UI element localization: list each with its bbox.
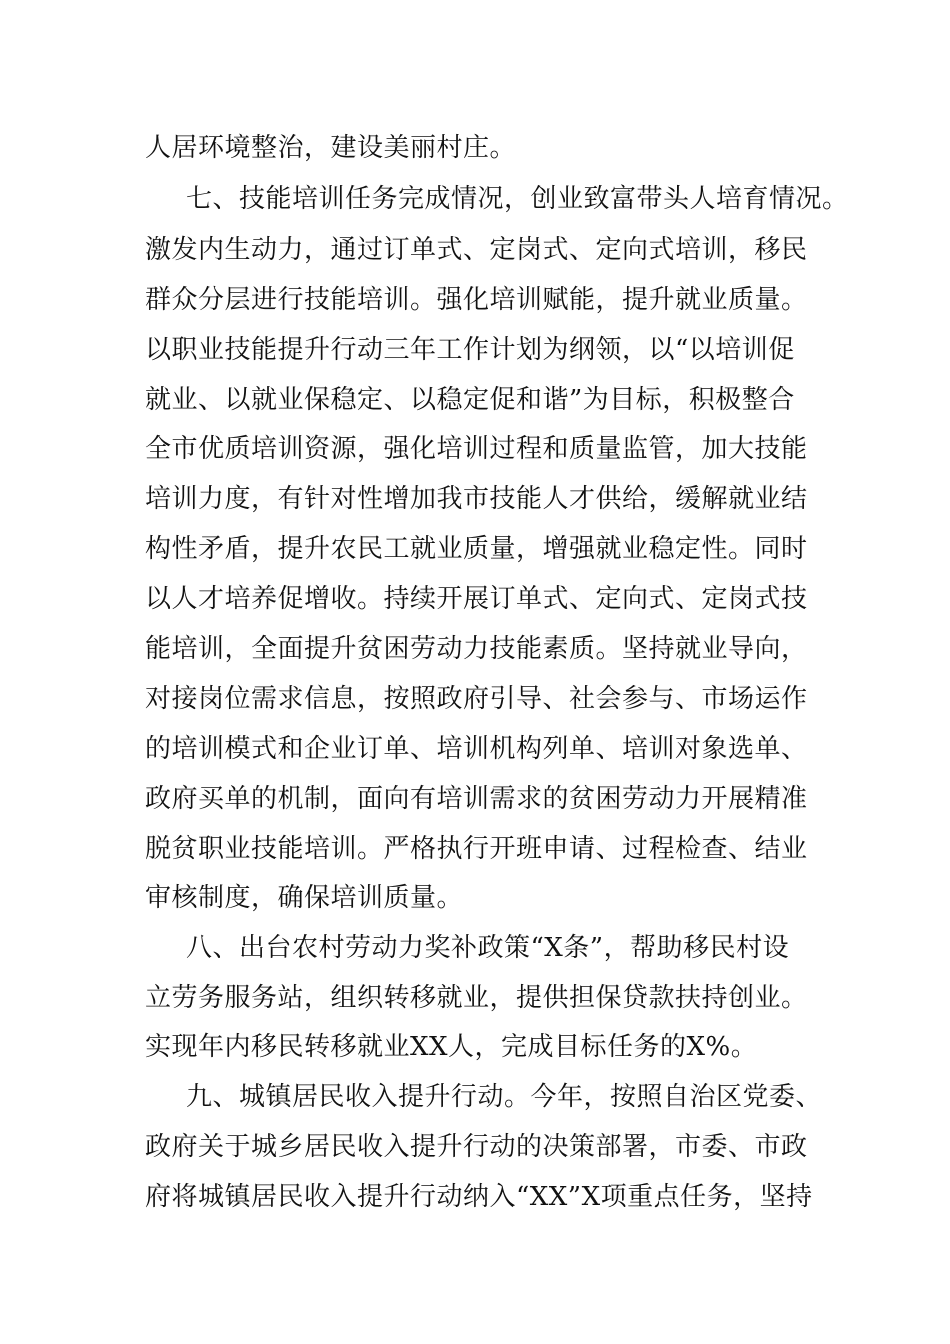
text-line: 立劳务服务站，组织转移就业，提供担保贷款扶持创业。 — [145, 983, 808, 1013]
text-line: 的培训模式和企业订单、培训机构列单、培训对象选单、 — [145, 734, 808, 764]
text-line: 激发内生动力，通过订单式、定岗式、定向式培训，移民 — [145, 235, 808, 265]
text-line: 构性矛盾，提升农民工就业质量，增强就业稳定性。同时 — [145, 534, 808, 564]
text-line: 培训力度，有针对性增加我市技能人才供给，缓解就业结 — [145, 484, 808, 514]
text-line: 以人才培养促增收。持续开展订单式、定向式、定岗式技 — [145, 584, 808, 614]
text-line: 实现年内移民转移就业XX人，完成目标任务的X%。 — [145, 1032, 758, 1062]
text-line: 脱贫职业技能培训。严格执行开班申请、过程检查、结业 — [145, 834, 808, 864]
paragraph-heading: 八、出台农村劳动力奖补政策“X条”，帮助移民村设 — [186, 933, 790, 963]
text-line: 就业、以就业保稳定、以稳定促和谐”为目标，积极整合 — [145, 385, 795, 415]
paragraph-heading: 七、技能培训任务完成情况，创业致富带头人培育情况。 — [186, 184, 849, 214]
text-line: 政府关于城乡居民收入提升行动的决策部署，市委、市政 — [145, 1132, 808, 1162]
text-line: 以职业技能提升行动三年工作计划为纲领，以“以培训促 — [145, 335, 795, 365]
text-line: 审核制度，确保培训质量。 — [145, 883, 464, 913]
text-line: 人居环境整治，建设美丽村庄。 — [145, 133, 517, 163]
text-line: 对接岗位需求信息，按照政府引导、社会参与、市场运作 — [145, 684, 808, 714]
text-line: 能培训，全面提升贫困劳动力技能素质。坚持就业导向， — [145, 634, 808, 664]
paragraph-heading: 九、城镇居民收入提升行动。今年，按照自治区党委、 — [186, 1082, 823, 1112]
text-line: 群众分层进行技能培训。强化培训赋能，提升就业质量。 — [145, 285, 808, 315]
text-line: 政府买单的机制，面向有培训需求的贫困劳动力开展精准 — [145, 784, 808, 814]
text-line: 全市优质培训资源，强化培训过程和质量监管，加大技能 — [145, 434, 808, 464]
text-line: 府将城镇居民收入提升行动纳入“XX”X项重点任务，坚持 — [145, 1182, 813, 1212]
